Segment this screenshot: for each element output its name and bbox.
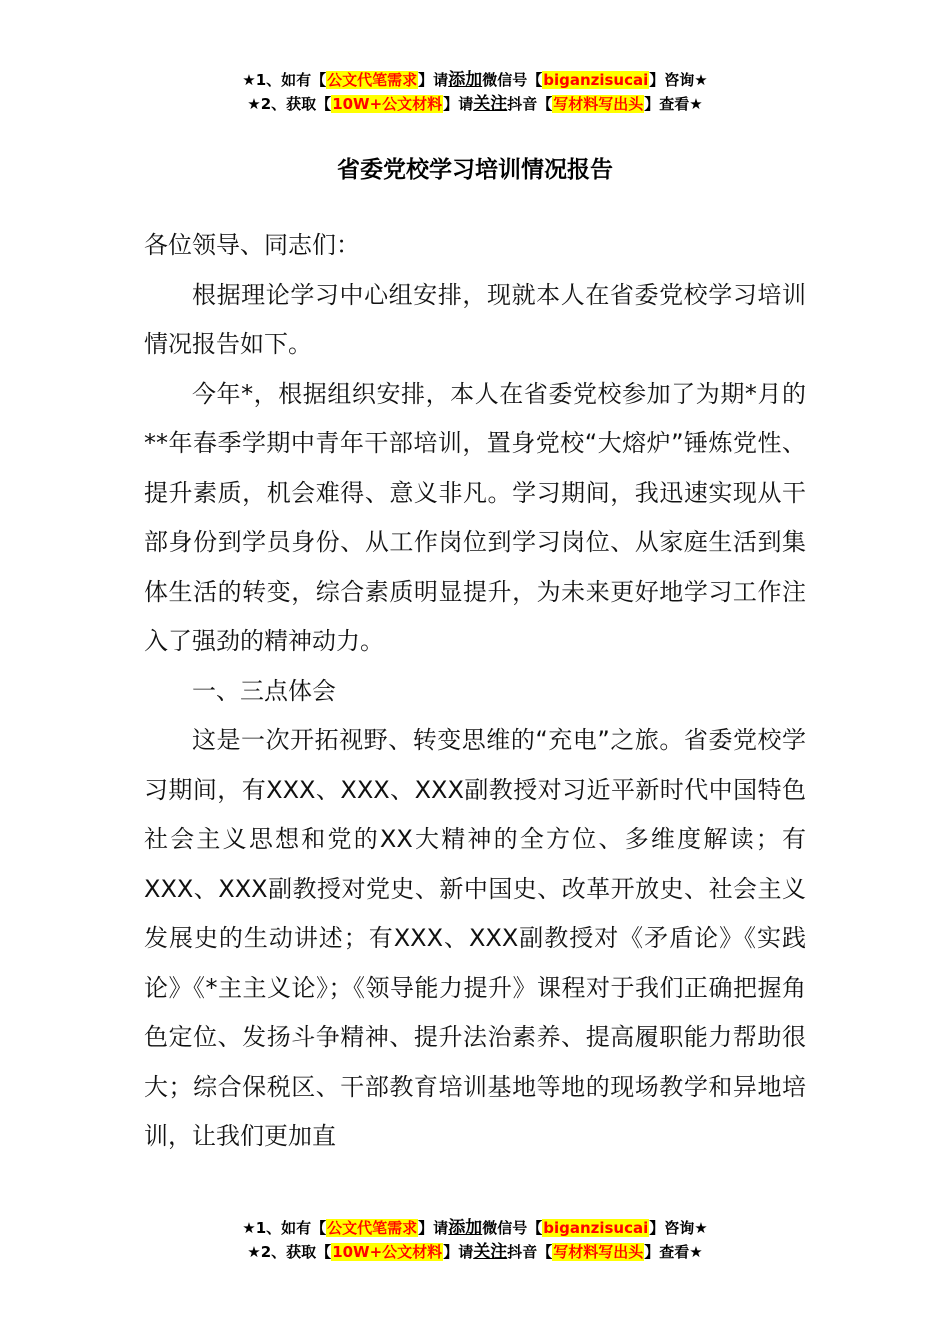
banner-highlight: 写材料写出头: [553, 1243, 644, 1261]
banner-emphasis: 关注: [473, 94, 508, 114]
header-banner: [0, 68, 950, 116]
banner-text: ★2、获取【: [247, 1243, 332, 1261]
banner-line-2: [0, 1240, 950, 1264]
paragraph: 今年*，根据组织安排，本人在省委党校参加了为期*月的**年春季学期中青年干部培训，置身党校“大熔炉”锤炼党性、提升素质，机会难得、意义非凡。学习期间，我迅速实现从干部身份到学员身份、从工作岗位到学习岗位、从家庭生活到集体生活的转变，综合素质明显提升，为未来更好地学习工作注入了强劲的精神动力。: [144, 379, 806, 655]
banner-line-1: [0, 1216, 950, 1240]
paragraph: 根据理论学习中心组安排，现就本人在省委党校学习培训情况报告如下。: [144, 280, 806, 358]
banner-highlight: 公文代笔需求: [327, 1219, 418, 1237]
banner-line-2: [0, 92, 950, 116]
banner-text: 】请: [418, 1219, 449, 1237]
banner-text: 】请: [443, 1243, 474, 1261]
paragraph: 这是一次开拓视野、转变思维的“充电”之旅。省委党校学习期间，有XXX、XXX、XXX副教授对习近平新时代中国特色社会主义思想和党的XX大精神的全方位、多维度解读；有XXX、XXX副教授对党史、新中国史、改革开放史、社会主义发展史的生动讲述；有XXX、XXX副教授对《矛盾论》《实践论》《*主主义论》；《领导能力提升》课程对于我们正确把握角色定位、发扬斗争精神、提升法治素养、提高履职能力帮助很大；综合保税区、干部教育培训基地等地的现场教学和异地培训，让我们更加直: [144, 726, 806, 1150]
banner-highlight: 写材料写出头: [553, 95, 644, 113]
banner-text: 微信号【: [482, 1219, 543, 1237]
banner-highlight: biganzisucai: [543, 71, 649, 89]
banner-text: 】咨询★: [649, 1219, 708, 1237]
banner-text: 】咨询★: [649, 71, 708, 89]
banner-highlight: 公文代笔需求: [327, 71, 418, 89]
banner-highlight: 10W+公文材料: [332, 95, 443, 113]
salutation: 各位领导、同志们：: [144, 231, 360, 259]
section-heading: 一、三点体会: [192, 676, 336, 705]
banner-line-1: [0, 68, 950, 92]
document-body: [144, 221, 806, 1162]
banner-highlight: biganzisucai: [543, 1219, 649, 1237]
banner-text: ★2、获取【: [247, 95, 332, 113]
banner-text: ★1、如有【: [242, 71, 327, 89]
footer-banner: [0, 1216, 950, 1264]
banner-text: 抖音【: [507, 1243, 553, 1261]
banner-text: 】请: [443, 95, 474, 113]
banner-text: 】查看★: [644, 95, 703, 113]
banner-emphasis: 关注: [473, 1242, 508, 1262]
banner-emphasis: 添加: [448, 70, 483, 90]
banner-text: 】查看★: [644, 1243, 703, 1261]
banner-text: ★1、如有【: [242, 1219, 327, 1237]
banner-highlight: 10W+公文材料: [332, 1243, 443, 1261]
banner-text: 抖音【: [507, 95, 553, 113]
document-title: 省委党校学习培训情况报告: [337, 157, 613, 183]
banner-emphasis: 添加: [448, 1218, 483, 1238]
banner-text: 】请: [418, 71, 449, 89]
banner-text: 微信号【: [482, 71, 543, 89]
